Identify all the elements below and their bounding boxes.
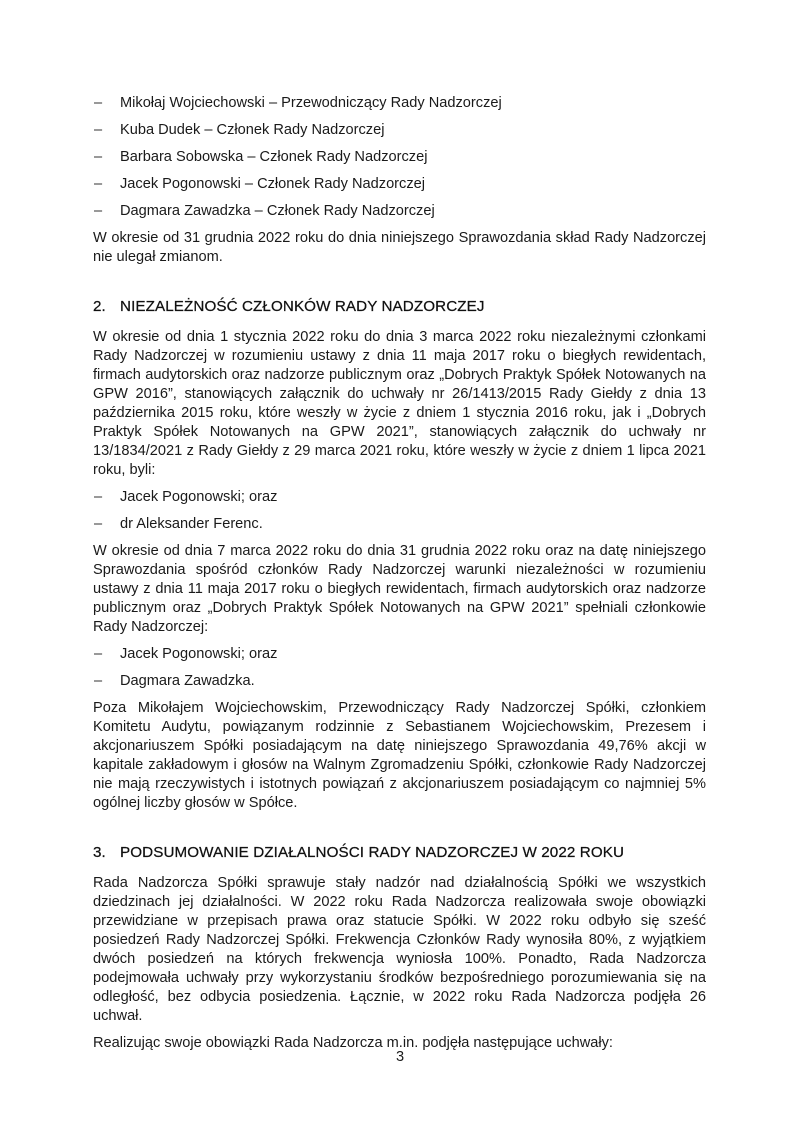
dash-bullet-icon: – xyxy=(94,673,103,689)
dash-bullet-icon: – xyxy=(94,516,103,532)
section-title: PODSUMOWANIE DZIAŁALNOŚCI RADY NADZORCZEJ W 2022 ROKU xyxy=(120,844,625,861)
section-2-heading xyxy=(93,297,706,317)
list-item: – dr Aleksander Ferenc. xyxy=(94,516,263,532)
dash-bullet-icon: – xyxy=(94,176,103,192)
independence-paragraph-2: W okresie od dnia 7 marca 2022 roku do dnia 31 grudnia 2022 roku oraz na datę niniejszego Sprawozdania spośród członków Rady Nadzorczej warunki niezależności w rozumieniu ustawy z dnia 11 maja 2017 roku o biegłych rewidentach, firmach audytorskich oraz nadzorze publicznym oraz „Dobrych Praktyk Spółek Notowanych na GPW 2021” spełniali członkowie Rady Nadzorczej: xyxy=(93,543,706,635)
list-item: – Kuba Dudek – Członek Rady Nadzorczej xyxy=(94,122,385,138)
dash-bullet-icon: – xyxy=(94,489,103,505)
independence-paragraph-1: W okresie od dnia 1 stycznia 2022 roku do dnia 3 marca 2022 roku niezależnymi członkami Rady Nadzorczej w rozumieniu ustawy z dnia 11 maja 2017 roku o biegłych rewidentach, firmach audytorskich oraz nadzorze publicznym oraz „Dobrych Praktyk Spółek Notowanych na GPW 2016”, stanowiących załącznik do uchwały nr 26/1413/2015 Rady Giełdy z dnia 13 października 2015 roku, które weszły w życie z dniem 1 stycznia 2016 roku, jak i „Dobrych Praktyk Spółek Notowanych na GPW 2021”, stanowiących załącznik do uchwały nr 13/1834/2021 z Rady Giełdy z 29 marca 2021 roku, które weszły w życie z dniem 1 lipca 2021 roku, byli: xyxy=(93,329,706,478)
section-number: 2. xyxy=(93,298,106,315)
dash-bullet-icon: – xyxy=(94,122,103,138)
independent-members-list-1 xyxy=(93,488,706,534)
dash-bullet-icon: – xyxy=(94,149,103,165)
dash-bullet-icon: – xyxy=(94,646,103,662)
page-number: 3 xyxy=(395,1049,405,1065)
list-item: – Jacek Pogonowski; oraz xyxy=(94,646,278,662)
dash-bullet-icon: – xyxy=(94,95,103,111)
section-title: NIEZALEŻNOŚĆ CZŁONKÓW RADY NADZORCZEJ xyxy=(120,298,485,315)
list-item: – Jacek Pogonowski; oraz xyxy=(94,489,278,505)
list-item: – Dagmara Zawadzka – Członek Rady Nadzorczej xyxy=(94,203,435,219)
list-item: – Barbara Sobowska – Członek Rady Nadzorczej xyxy=(94,149,428,165)
independent-members-list-2 xyxy=(93,645,706,691)
activity-summary-paragraph: Rada Nadzorcza Spółki sprawuje stały nadzór nad działalnością Spółki we wszystkich dziedzinach jej działalności. W 2022 roku Rada Nadzorcza realizowała swoje obowiązki przewidziane w przepisach prawa oraz statucie Spółki. W 2022 roku odbyło się sześć posiedzeń Rady Nadzorczej Spółki. Frekwencja Członków Rady wynosiła 80%, z wyjątkiem dwóch posiedzeń na których frekwencja wyniosła 100%. Ponadto, Rada Nadzorcza podejmowała uchwały przy wykorzystaniu środków bezpośredniego porozumiewania się na odległość, bez odbycia posiedzenia. Łącznie, w 2022 roku Rada Nadzorcza podjęła 26 uchwał. xyxy=(93,875,706,1024)
independence-paragraph-3: Poza Mikołajem Wojciechowskim, Przewodniczący Rady Nadzorczej Spółki, członkiem Komitetu Audytu, powiązanym rodzinnie z Sebastianem Wojciechowskim, Prezesem i akcjonariuszem Spółki posiadającym na datę niniejszego Sprawozdania 49,76% akcji w kapitale zakładowym i głosów na Walnym Zgromadzeniu Spółki, członkowie Rady Nadzorczej nie mają rzeczywistych i istotnych powiązań z akcjonariuszem posiadającym co najmniej 5% ogólnej liczby głosów w Spółce. xyxy=(93,700,706,811)
list-item: – Mikołaj Wojciechowski – Przewodniczący Rady Nadzorczej xyxy=(94,95,502,111)
board-members-list xyxy=(93,94,706,221)
section-3-heading xyxy=(93,843,706,863)
list-item: – Dagmara Zawadzka. xyxy=(94,673,255,689)
dash-bullet-icon: – xyxy=(94,203,103,219)
composition-note: W okresie od 31 grudnia 2022 roku do dnia niniejszego Sprawozdania skład Rady Nadzorczej nie ulegał zmianom. xyxy=(93,230,706,265)
document-page xyxy=(93,94,706,1061)
section-number: 3. xyxy=(93,844,106,861)
list-item: – Jacek Pogonowski – Członek Rady Nadzorczej xyxy=(94,176,425,192)
resolutions-intro: Realizując swoje obowiązki Rada Nadzorcza m.in. podjęła następujące uchwały: xyxy=(93,1035,613,1051)
